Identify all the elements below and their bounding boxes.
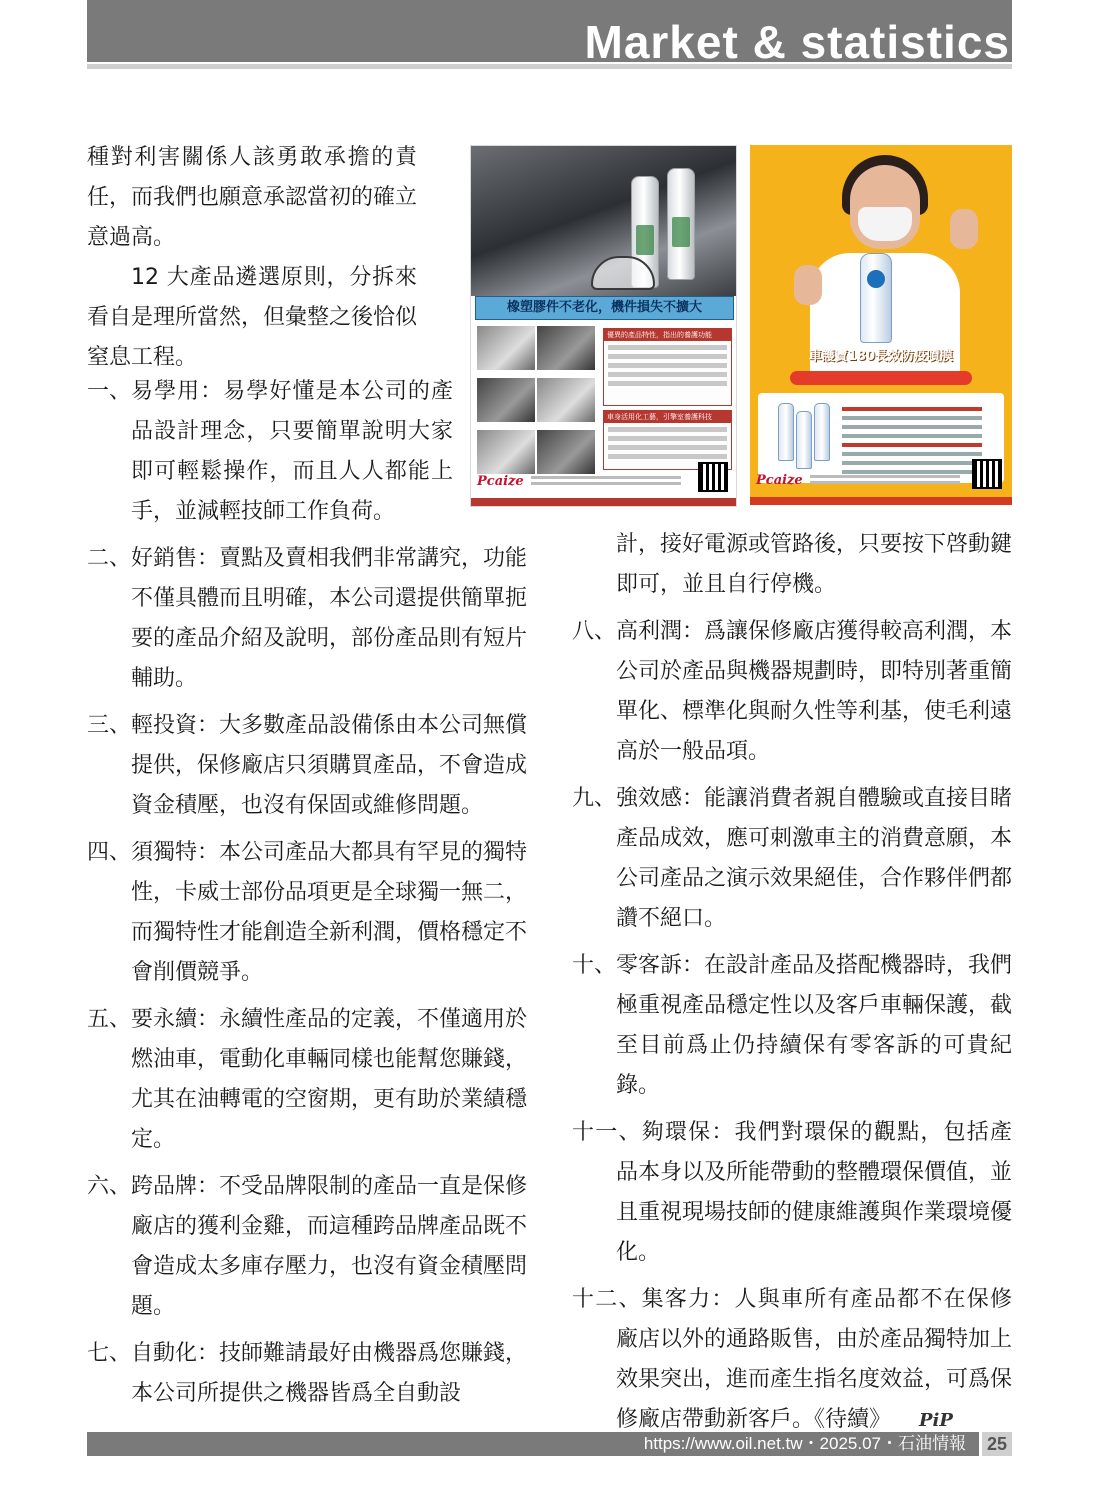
footer-publication-info: https://www.oil.net.tw・2025.07・石油情報 (643, 1434, 966, 1453)
item-text: 跨品牌：不受品牌限制的產品一直是保修廠店的獲利金雞，而這種跨品牌產品既不會造成太多庫存壓力，也沒有資金積壓問題。 (131, 1174, 528, 1319)
item-text: 易學用：易學好懂是本公司的產品設計理念，只要簡單說明大家即可輕鬆操作，而且人人都能上手，並減輕技師工作負荷。 (131, 379, 453, 524)
list-item (572, 946, 1012, 1106)
item-number: 八、 (572, 619, 617, 644)
item-number: 六、 (87, 1174, 132, 1199)
ad-thumbnail (537, 326, 595, 370)
item-text: 自動化：技師難請最好由機器爲您賺錢，本公司所提供之機器皆爲全自動設 (131, 1341, 528, 1406)
spray-can-image (796, 411, 812, 469)
item-number: 一、 (87, 379, 132, 404)
list-item (87, 539, 527, 699)
intro-paragraph-2: 12 大產品遴選原則，分拆來看自是理所當然，但彙整之後恰似窒息工程。 (87, 265, 418, 370)
spray-can-image (667, 168, 695, 280)
list-item (87, 706, 527, 826)
item-number: 十二、 (572, 1287, 642, 1312)
ad-contact-info (531, 476, 681, 488)
ad-subheading-banner (790, 371, 972, 385)
item-number: 七、 (87, 1341, 132, 1366)
intro-paragraph: 種對利害關係人該勇敢承擔的責任，而我們也願意承認當初的確立意過高。 (87, 145, 418, 250)
item-text: 強效感：能讓消費者親自體驗或直接目睹產品成效，應可刺激車主的消費意願，本公司產品之演示效果絕佳，合作夥伴們都讚不絕口。 (616, 786, 1013, 931)
item-text: 高利潤：爲讓保修廠店獲得較高利潤，本公司於產品與機器規劃時，即特別著重簡單化、標準化與耐久性等利基，使毛利遠高於一般品項。 (616, 619, 1013, 764)
list-item (87, 1167, 527, 1327)
item-number: 十、 (572, 953, 617, 978)
list-item (87, 372, 453, 532)
list-item (87, 1334, 527, 1414)
face-mask (858, 207, 912, 241)
item-number: 四、 (87, 840, 132, 865)
spray-can-image (778, 403, 794, 461)
spray-can-image (814, 403, 830, 461)
ad-thumbnail (477, 430, 535, 474)
item-number: 九、 (572, 786, 617, 811)
ad-footer-strip (471, 498, 736, 506)
list-item (87, 1000, 527, 1160)
item-text: 好銷售：賣點及賣相我們非常講究，功能不僅具體而且明確，本公司還提供簡單扼要的產品介紹及說明，部份產品則有短片輔助。 (131, 546, 528, 691)
qr-code-icon (972, 459, 1002, 489)
ad-slogan: 車護寶180長效防疫噴膜 (808, 349, 954, 364)
ad-thumbnail (537, 378, 595, 422)
list-item (572, 779, 1012, 939)
thumbs-up-icon (794, 265, 822, 305)
brand-logo: Pcaize (756, 473, 803, 488)
item-text: 要永續：永續性產品的定義，不僅適用於燃油車，電動化車輛同樣也能幫您賺錢，尤其在油轉電的空窗期，更有助於業績穩定。 (131, 1007, 528, 1152)
ad-panel-heading: 車身活用化工藝，引擎室養護科技 (604, 411, 731, 423)
ad-thumbnail (537, 430, 595, 474)
spray-can-image (860, 253, 892, 343)
item-number: 三、 (87, 713, 132, 738)
list-item (87, 833, 527, 993)
ad-info-panel (603, 410, 732, 470)
thumbs-up-icon (950, 209, 978, 249)
brand-logo: Pcaize (477, 474, 524, 489)
ad-thumbnail (477, 326, 535, 370)
intro-column (87, 138, 417, 378)
ad-info-panel (603, 328, 732, 406)
item-text: 零客訴：在設計產品及搭配機器時，我們極重視產品穩定性以及客戶車輛保護，截至目前爲止仍持續保有零客訴的可貴紀錄。 (616, 953, 1013, 1098)
item-text: 集客力：人與車所有產品都不在保修廠店以外的通路販售，由於產品獨特加上效果突出，進而產生指名度效益，可爲保修廠店帶動新客戶。《待續》 (616, 1287, 1013, 1432)
item-text: 輕投資：大多數產品設備係由本公司無償提供，保修廠店只須購買產品，不會造成資金積壓，也沒有保固或維修問題。 (131, 713, 528, 818)
item-number: 五、 (87, 1007, 132, 1032)
ad-body-text (842, 407, 982, 479)
right-column (572, 525, 1012, 1448)
item-text: 計，接好電源或管路後，只要按下啓動鍵即可，並且自行停機。 (616, 532, 1013, 597)
ad-thumbnail-grid (477, 326, 599, 482)
ad-panel-heading: 優異的產品特性，指出的養護功能 (604, 329, 731, 341)
section-title: Market & statistics (584, 16, 1010, 68)
product-ad-antiviral-spray (750, 145, 1012, 505)
ad-footer-strip (750, 497, 1012, 505)
item-text: 夠環保：我們對環保的觀點，包括產品本身以及所能帶動的整體環保價值，並且重視現場技師的健康維護與作業環境優化。 (616, 1120, 1013, 1265)
page-number: 25 (982, 1432, 1012, 1456)
list-item (572, 1280, 1012, 1441)
product-ad-rubber-protection (470, 145, 737, 507)
item-number: 十一、 (572, 1120, 642, 1145)
list-item (572, 612, 1012, 772)
author-signature: PiP (919, 1410, 953, 1431)
item-text: 須獨特：本公司產品大都具有罕見的獨特性，卡威士部份品項更是全球獨一無二，而獨特性才能創造全新利潤，價格穩定不會削價競爭。 (131, 840, 528, 985)
list-item (572, 1113, 1012, 1273)
item-number: 二、 (87, 546, 132, 571)
qr-code-icon (698, 462, 728, 492)
list-item-continued (572, 525, 1012, 605)
ad-slogan: 橡塑膠件不老化，機件損失不擴大 (475, 296, 734, 320)
left-column (87, 372, 527, 1421)
ad-contact-info (810, 475, 960, 487)
ad-thumbnail (477, 378, 535, 422)
